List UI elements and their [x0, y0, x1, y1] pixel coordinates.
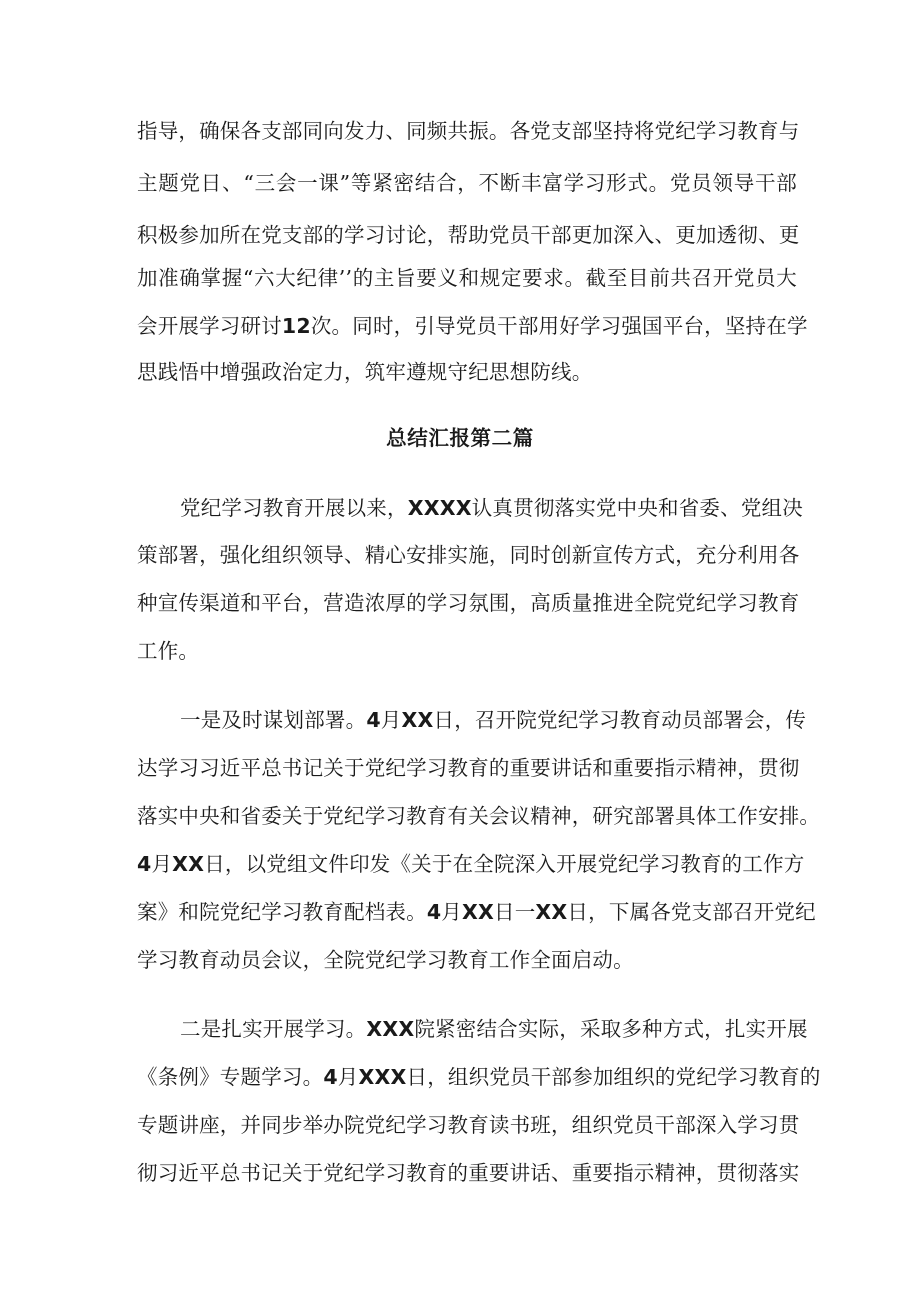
text-run: XXXX — [407, 496, 472, 520]
text-line: 案》和院党纪学习教育配档表。4月XX日一XX日，下属各党支部召开党纪 — [137, 900, 816, 924]
text-line: 思践悟中增强政治定力，筑牢遵规守纪思想防线。 — [137, 360, 593, 384]
text-line: 《条例》专题学习。4月XXX日，组织党员干部参加组织的党纪学习教育的 — [137, 1065, 821, 1089]
text-line: 主题党日、“三会一课”等紧密结合，不断丰富学习形式。党员领导干部 — [137, 171, 797, 195]
text-line: 二是扎实开展学习。XXX院紧密结合实际，采取多种方式，扎实开展 — [180, 1017, 808, 1041]
text-run: XX — [172, 852, 205, 876]
text-run: 4 — [426, 900, 442, 924]
text-run: 4 — [137, 852, 152, 876]
text-line: 党纪学习教育开展以来，XXXX认真贯彻落实党中央和省委、党组决 — [180, 496, 803, 520]
text-line: 4月XX日，以党组文件印发《关于在全院深入开展党纪学习教育的工作方 — [137, 852, 805, 876]
section-title: 总结汇报第二篇 — [386, 426, 534, 450]
text-line: 种宣传渠道和平台，营造浓厚的学习氛围，高质量推进全院党纪学习教育 — [137, 591, 800, 615]
text-line: 彻习近平总书记关于党纪学习教育的重要讲话、重要指示精神，贯彻落实 — [137, 1161, 800, 1185]
text-run: XX — [535, 900, 568, 924]
text-line: 达学习习近平总书记关于党纪学习教育的重要讲话和重要指示精神，贯彻 — [137, 756, 800, 780]
text-run: XXX — [358, 1065, 407, 1089]
text-line: 会开展学习研讨12次。同时，引导党员干部用好学习强国平台，坚持在学 — [137, 314, 808, 338]
text-run: XX — [461, 900, 494, 924]
text-line: 策部署，强化组织领导、精心安排实施，同时创新宣传方式，充分利用各 — [137, 543, 800, 567]
text-line: 工作。 — [137, 639, 200, 663]
text-line: 加准确掌握“六大纪律’’的主旨要义和规定要求。截至目前共召开党员大 — [137, 266, 797, 290]
text-run: 4 — [366, 708, 381, 732]
text-run: XXX — [366, 1017, 415, 1041]
text-line: 专题讲座，并同步举办院党纪学习教育读书班，组织党员干部深入学习贯 — [137, 1113, 800, 1137]
text-line: 落实中央和省委关于党纪学习教育有关会议精神，研究部署具体工作安排。 — [137, 804, 821, 828]
text-line: 学习教育动员会议，全院党纪学习教育工作全面启动。 — [137, 948, 634, 972]
text-run: 12 — [281, 314, 311, 338]
text-line: 积极参加所在党支部的学习讨论，帮助党员干部更加深入、更加透彻、更 — [137, 223, 800, 247]
text-run: XX — [401, 708, 434, 732]
text-run: 4 — [323, 1065, 338, 1089]
text-line: 指导，确保各支部同向发力、同频共振。各党支部坚持将党纪学习教育与 — [137, 119, 800, 143]
text-line: 一是及时谋划部署。4月XX日，召开院党纪学习教育动员部署会，传 — [180, 708, 807, 732]
